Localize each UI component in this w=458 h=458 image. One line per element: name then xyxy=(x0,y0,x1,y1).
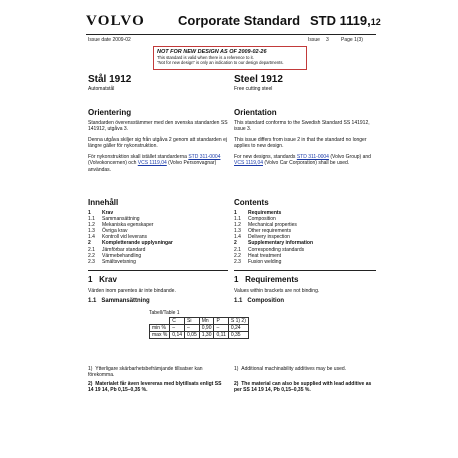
section-1-1-heading-en xyxy=(234,298,376,304)
section-1-text-sv: Värden inom parentes är inte bindande. xyxy=(88,288,176,294)
notice-line-1: This standard is valid when there is a reference to it. xyxy=(157,55,254,60)
contents-item-number: 2.3 xyxy=(88,258,95,265)
contents-item-label: Composition xyxy=(248,216,276,223)
table-row xyxy=(150,332,249,339)
section-1-text-en: Values within brackets are not binding. xyxy=(234,288,320,294)
contents-item-label: Other requirements xyxy=(248,228,292,235)
contents-item-label: Mechanical properties xyxy=(248,222,297,229)
orientation-para-3c-sv: (Volvo Personvagnar) användas. xyxy=(88,160,217,173)
contents-item-number: 1 xyxy=(88,210,91,216)
contents-item-number: 1.4 xyxy=(234,234,241,241)
standard-number-suffix: 12 xyxy=(370,17,381,27)
contents-list-sv xyxy=(88,210,228,265)
composition-table-wrap xyxy=(149,317,249,339)
table-cell: 0,05 xyxy=(185,332,200,339)
contents-item-label: Supplementary information xyxy=(248,240,314,247)
contents-item-label: Smältsvetsning xyxy=(102,258,136,265)
section-1-1-title-sv: Sammansättning xyxy=(101,298,150,304)
contents-item-label: Mekaniska egenskaper xyxy=(102,222,154,229)
link-std-311-0004-en[interactable]: STD 311-0004 xyxy=(296,154,329,160)
orientation-para-2-en: This issue differs from issue 2 in that the standard no longer applies to new design. xyxy=(234,137,367,150)
table-row-label: max % xyxy=(150,332,170,339)
contents-list-en xyxy=(234,210,376,265)
contents-item-number: 1.4 xyxy=(88,234,95,241)
standard-type-label: Corporate Standard xyxy=(178,13,301,28)
contents-item-number: 2 xyxy=(234,240,237,247)
table-header-cell: Si xyxy=(185,318,200,325)
table-cell: 1,30 xyxy=(199,332,214,339)
contents-item-number: 2.2 xyxy=(234,252,241,259)
contents-item-number: 1.3 xyxy=(88,228,95,235)
orientation-heading-en: Orientation xyxy=(234,108,277,117)
orientation-para-3-sv xyxy=(88,154,228,173)
orientation-para-1-sv: Standarden överensstämmer med den svenska standarden SS 141912, utgåva 3. xyxy=(88,120,228,133)
contents-item-en xyxy=(234,259,376,265)
section-1-title-en: Requirements xyxy=(245,275,299,284)
contents-item-number: 2.2 xyxy=(88,252,95,259)
table-cell: – xyxy=(170,325,185,332)
contents-item-label: Jämförbar standard xyxy=(102,246,146,253)
orientation-heading-sv: Orientering xyxy=(88,108,132,117)
table-cell: 0,35 xyxy=(228,332,248,339)
orientation-para-3b-sv: (Volvokoncernen) och xyxy=(88,160,137,167)
issue-label: Issue xyxy=(308,37,320,43)
orientation-para-3a-en: For new designs, standards xyxy=(234,154,296,160)
contents-item-number: 1.1 xyxy=(88,216,95,223)
table-header-cell: Mn xyxy=(199,318,214,325)
contents-heading-sv: Innehåll xyxy=(88,198,119,207)
issue-number: 3 xyxy=(326,37,329,43)
contents-item-label: Corresponding standards xyxy=(248,246,305,253)
notice-title: NOT FOR NEW DESIGN AS OF 2009-02-26 xyxy=(157,49,267,55)
footnote-1-sv xyxy=(88,366,228,378)
link-vcs-1119-04-en[interactable]: VCS 1119,04 xyxy=(234,160,264,167)
notice-line-2: "Not for new design" is only an indication to our design departments. xyxy=(157,60,284,65)
section-1-1-number-en: 1.1 xyxy=(234,298,243,304)
contents-item-label: Krav xyxy=(102,210,114,216)
header-rule xyxy=(86,34,376,35)
footnote-2-text-en: The material can also be supplied with lead additive as per SS 14 19 14, Pb 0,15–0,35 %. xyxy=(234,381,372,393)
contents-item-label: Kontroll vid leverans xyxy=(102,234,148,241)
table-header-cell xyxy=(150,318,170,325)
table-row xyxy=(150,325,249,332)
footnote-1-num-en: 1) xyxy=(234,366,239,372)
table-header-cell: C xyxy=(170,318,185,325)
table-row-label: min % xyxy=(150,325,170,332)
contents-item-label: Delivery inspection xyxy=(248,234,290,241)
contents-item-number: 2.3 xyxy=(234,258,241,265)
contents-item-number: 2.1 xyxy=(234,246,241,253)
section-rule-sv xyxy=(88,270,228,271)
footnote-2-text-sv: Materialet får även levereras med blytillsats enligt SS 14 19 14, Pb 0,15–0,35 %. xyxy=(88,381,222,393)
contents-item-sv xyxy=(88,259,228,265)
section-1-number-sv: 1 xyxy=(88,275,93,284)
orientation-para-3a-sv: För nykonstruktion skall istället standarderna xyxy=(88,154,187,160)
composition-table xyxy=(149,317,249,339)
footnote-1-en xyxy=(234,366,376,372)
contents-item-label: Requirements xyxy=(248,210,282,216)
table-cell: – xyxy=(185,325,200,332)
link-vcs-1119-04-sv[interactable]: VCS 1119,04 xyxy=(137,160,167,167)
footnote-1-text-sv: Ytterligare skärbarhetsbefrämjande tillsatser kan förekomma. xyxy=(88,366,203,378)
link-std-311-0004-sv[interactable]: STD 311-0004 xyxy=(188,154,221,160)
contents-item-number: 1.2 xyxy=(88,222,95,229)
contents-item-number: 2.1 xyxy=(88,246,95,253)
table-cell: 0,11 xyxy=(214,332,228,339)
subtitle-sv: Automatstål xyxy=(88,86,115,92)
contents-item-label: Övriga krav xyxy=(102,228,128,235)
footnote-2-num-en: 2) xyxy=(234,381,239,387)
contents-item-label: Heat treatment xyxy=(248,252,282,259)
table-header-cell: P xyxy=(214,318,228,325)
contents-item-label: Fusion welding xyxy=(248,258,282,265)
issue-date: Issue date 2009-02 xyxy=(88,37,131,43)
contents-heading-en: Contents xyxy=(234,198,269,207)
title-en: Steel 1912 xyxy=(234,74,283,85)
table-cell: 0,24 xyxy=(228,325,248,332)
contents-item-number: 1.1 xyxy=(234,216,241,223)
footnote-1-text-en: Additional machinability additives may be used. xyxy=(241,366,347,372)
subtitle-en: Free cutting steel xyxy=(234,86,273,92)
page-number: Page 1(3) xyxy=(341,37,363,43)
table-caption: Tabell/Table 1 xyxy=(149,310,180,316)
volvo-logo: VOLVO xyxy=(86,13,146,29)
section-1-title-sv: Krav xyxy=(99,275,117,284)
footnote-2-en xyxy=(234,381,376,393)
contents-item-label: Kompletterande upplysningar xyxy=(102,240,173,247)
title-sv: Stål 1912 xyxy=(88,74,132,85)
contents-item-label: Sammansättning xyxy=(102,216,140,223)
table-header-cell: S 1) 2) xyxy=(228,318,248,325)
contents-item-label: Värmebehandling xyxy=(102,252,142,259)
orientation-para-3b-en: (Volvo Group) and xyxy=(330,154,371,160)
footnote-2-sv xyxy=(88,381,228,393)
contents-item-number: 1.3 xyxy=(234,228,241,235)
contents-item-number: 1.2 xyxy=(234,222,241,229)
orientation-para-1-en: This standard conforms to the Swedish Standard SS 141912, issue 3. xyxy=(234,120,370,133)
table-cell: 0,14 xyxy=(170,332,185,339)
standard-number: STD 1119,12 xyxy=(310,13,381,28)
section-1-heading-en xyxy=(234,275,376,284)
orientation-para-3c-en: (Volvo Car Corporation) shall be used. xyxy=(264,160,350,167)
footnote-2-num-sv: 2) xyxy=(88,381,93,387)
section-1-heading-sv xyxy=(88,275,228,284)
section-rule-en xyxy=(234,270,376,271)
section-1-number-en: 1 xyxy=(234,275,239,284)
contents-item-number: 1 xyxy=(234,210,237,216)
section-1-1-number-sv: 1.1 xyxy=(88,298,97,304)
footnote-1-num-sv: 1) xyxy=(88,366,93,372)
table-cell: 0,90 xyxy=(199,325,214,332)
table-cell: – xyxy=(214,325,228,332)
orientation-para-3-en xyxy=(234,154,376,167)
not-for-new-design-notice xyxy=(153,46,307,70)
section-1-1-heading-sv xyxy=(88,298,228,304)
table-header-row xyxy=(150,318,249,325)
orientation-para-2-sv: Denna utgåva skiljer sig från utgåva 2 genom att standarden ej längre gäller för nykonstruktion. xyxy=(88,137,227,150)
contents-item-number: 2 xyxy=(88,240,91,247)
section-1-1-title-en: Composition xyxy=(247,298,285,304)
